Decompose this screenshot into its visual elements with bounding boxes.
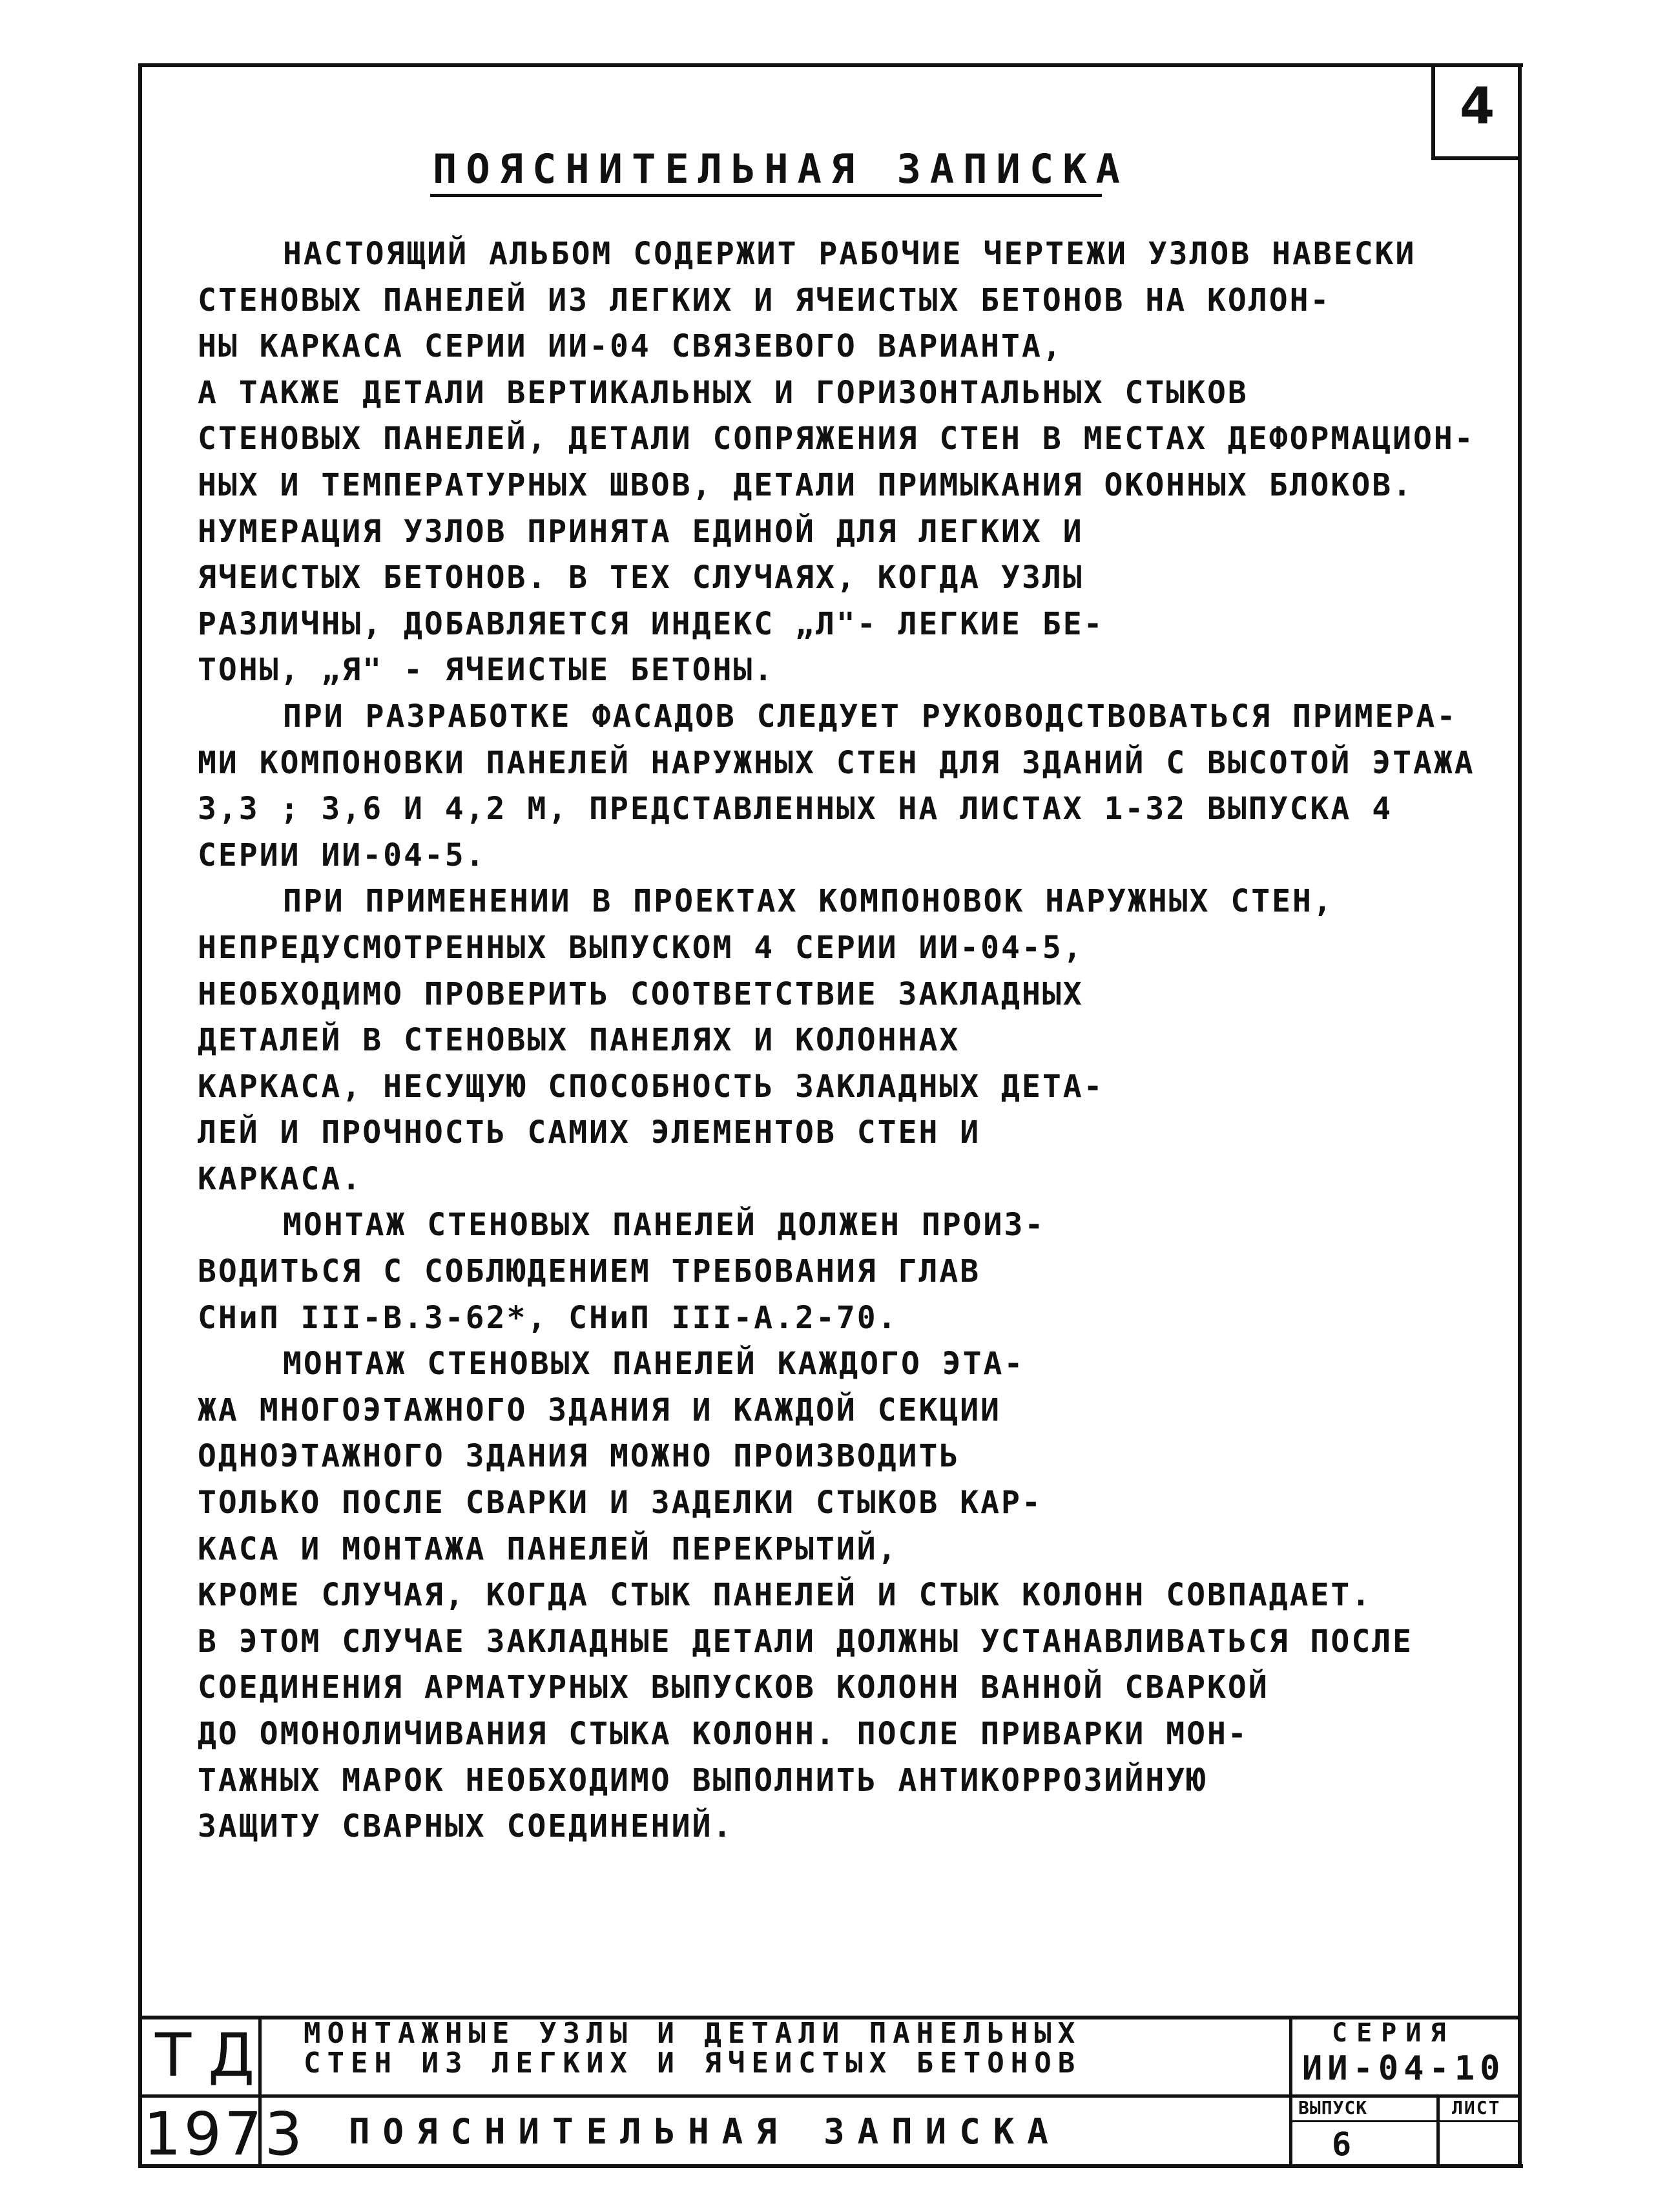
text-line: ЗАЩИТУ СВАРНЫХ СОЕДИНЕНИЙ. (198, 1808, 734, 1845)
explanatory-note-body (198, 231, 1496, 1850)
title-block-divider (1289, 2016, 1292, 2168)
text-line: ПРИ РАЗРАБОТКЕ ФАСАДОВ СЛЕДУЕТ РУКОВОДСТВОВАТЬСЯ ПРИМЕРА- (283, 698, 1458, 735)
subject-line-1: МОНТАЖНЫЕ УЗЛЫ И ДЕТАЛИ ПАНЕЛЬНЫХ (304, 2017, 1082, 2050)
text-line: ПРИ ПРИМЕНЕНИИ В ПРОЕКТАХ КОМПОНОВОК НАРУЖНЫХ СТЕН, (283, 883, 1334, 920)
text-line: СТЕНОВЫХ ПАНЕЛЕЙ ИЗ ЛЕГКИХ И ЯЧЕИСТЫХ БЕТОНОВ НА КОЛОН- (198, 282, 1331, 318)
text-line: КАРКАСА, НЕСУЩУЮ СПОСОБНОСТЬ ЗАКЛАДНЫХ ДЕТА- (198, 1068, 1104, 1105)
text-line: ДО ОМОНОЛИЧИВАНИЯ СТЫКА КОЛОНН. ПОСЛЕ ПРИВАРКИ МОН- (198, 1716, 1248, 1752)
text-line: МОНТАЖ СТЕНОВЫХ ПАНЕЛЕЙ ДОЛЖЕН ПРОИЗ- (283, 1207, 1046, 1244)
text-line: РАЗЛИЧНЫ, ДОБАВЛЯЕТСЯ ИНДЕКС „Л"- ЛЕГКИЕ БЕ- (198, 605, 1104, 642)
text-line: ОДНОЭТАЖНОГО ЗДАНИЯ МОЖНО ПРОИЗВОДИТЬ (198, 1438, 960, 1475)
text-line: ЛЕЙ И ПРОЧНОСТЬ САМИХ ЭЛЕМЕНТОВ СТЕН И (198, 1114, 981, 1151)
title-block-divider (1436, 2094, 1440, 2168)
paragraph (198, 1202, 1496, 1341)
frame-right-border (1518, 63, 1522, 2168)
text-line: КАРКАСА. (198, 1160, 363, 1197)
text-line: 3,3 ; 3,6 И 4,2 М, ПРЕДСТАВЛЕННЫХ НА ЛИСТАХ 1-32 ВЫПУСКА 4 (198, 791, 1393, 828)
text-line: ВОДИТЬСЯ С СОБЛЮДЕНИЕМ ТРЕБОВАНИЯ ГЛАВ (198, 1253, 981, 1290)
paragraph (198, 1341, 1496, 1850)
subject-line-2: СТЕН ИЗ ЛЕГКИХ И ЯЧЕИСТЫХ БЕТОНОВ (304, 2047, 1082, 2080)
text-line: МОНТАЖ СТЕНОВЫХ ПАНЕЛЕЙ КАЖДОГО ЭТА- (283, 1346, 1025, 1382)
text-line: НЕПРЕДУСМОТРЕННЫХ ВЫПУСКОМ 4 СЕРИИ ИИ-04-5, (198, 929, 1084, 966)
page-title: ПОЯСНИТЕЛЬНАЯ ЗАПИСКА (433, 145, 1129, 193)
text-line: В ЭТОМ СЛУЧАЕ ЗАКЛАДНЫЕ ДЕТАЛИ ДОЛЖНЫ УСТАНАВЛИВАТЬСЯ ПОСЛЕ (198, 1623, 1414, 1660)
text-line: СНиП III-В.3-62*, СНиП III-А.2-70. (198, 1299, 898, 1336)
text-line: СОЕДИНЕНИЯ АРМАТУРНЫХ ВЫПУСКОВ КОЛОНН ВАННОЙ СВАРКОЙ (198, 1669, 1269, 1706)
title-block-divider (1289, 2120, 1522, 2122)
sheet-title: ПОЯСНИТЕЛЬНАЯ ЗАПИСКА (349, 2111, 1061, 2152)
issue-label: ВЫПУСК (1298, 2097, 1368, 2118)
text-line: ДЕТАЛЕЙ В СТЕНОВЫХ ПАНЕЛЯХ И КОЛОННАХ (198, 1022, 960, 1059)
issue-value: 6 (1332, 2125, 1352, 2163)
text-line: НУМЕРАЦИЯ УЗЛОВ ПРИНЯТА ЕДИНОЙ ДЛЯ ЛЕГКИХ И (198, 513, 1084, 550)
title-underline (430, 194, 1102, 197)
text-line: СЕРИИ ИИ-04-5. (198, 837, 486, 873)
series-label: СЕРИЯ (1332, 2018, 1455, 2048)
text-line: СТЕНОВЫХ ПАНЕЛЕЙ, ДЕТАЛИ СОПРЯЖЕНИЯ СТЕН В МЕСТАХ ДЕФОРМАЦИОН- (198, 421, 1475, 457)
text-line: МИ КОМПОНОВКИ ПАНЕЛЕЙ НАРУЖНЫХ СТЕН ДЛЯ ЗДАНИЙ С ВЫСОТОЙ ЭТАЖА (198, 744, 1475, 781)
text-line: НЫ КАРКАСА СЕРИИ ИИ-04 СВЯЗЕВОГО ВАРИАНТА, (198, 328, 1063, 365)
text-line: КАСА И МОНТАЖА ПАНЕЛЕЙ ПЕРЕКРЫТИЙ, (198, 1530, 898, 1567)
org-code: ТД (155, 2021, 272, 2090)
text-line: КРОМЕ СЛУЧАЯ, КОГДА СТЫК ПАНЕЛЕЙ И СТЫК КОЛОНН СОВПАДАЕТ. (198, 1577, 1372, 1614)
text-line: НЕОБХОДИМО ПРОВЕРИТЬ СООТВЕТСТВИЕ ЗАКЛАДНЫХ (198, 976, 1084, 1012)
paragraph (198, 694, 1496, 879)
paragraph (198, 879, 1496, 1202)
text-line: НЫХ И ТЕМПЕРАТУРНЫХ ШВОВ, ДЕТАЛИ ПРИМЫКАНИЯ ОКОННЫХ БЛОКОВ. (198, 466, 1414, 503)
text-line: ТАЖНЫХ МАРОК НЕОБХОДИМО ВЫПОЛНИТЬ АНТИКОРРОЗИЙНУЮ (198, 1762, 1208, 1799)
series-value: ИИ-04-10 (1302, 2049, 1506, 2088)
year: 1973 (143, 2100, 306, 2169)
sheet-label: ЛИСТ (1452, 2097, 1501, 2118)
text-line: НАСТОЯЩИЙ АЛЬБОМ СОДЕРЖИТ РАБОЧИЕ ЧЕРТЕЖИ УЗЛОВ НАВЕСКИ (283, 236, 1416, 272)
text-line: А ТАКЖЕ ДЕТАЛИ ВЕРТИКАЛЬНЫХ И ГОРИЗОНТАЛЬНЫХ СТЫКОВ (198, 374, 1248, 411)
text-line: ТОЛЬКО ПОСЛЕ СВАРКИ И ЗАДЕЛКИ СТЫКОВ КАР- (198, 1485, 1042, 1521)
paragraph (198, 231, 1496, 694)
text-line: ЯЧЕИСТЫХ БЕТОНОВ. В ТЕХ СЛУЧАЯХ, КОГДА УЗЛЫ (198, 559, 1084, 596)
text-line: ТОНЫ, „Я" - ЯЧЕИСТЫЕ БЕТОНЫ. (198, 652, 775, 689)
text-line: ЖА МНОГОЭТАЖНОГО ЗДАНИЯ И КАЖДОЙ СЕКЦИИ (198, 1392, 1002, 1428)
page-number: 4 (1460, 78, 1495, 136)
